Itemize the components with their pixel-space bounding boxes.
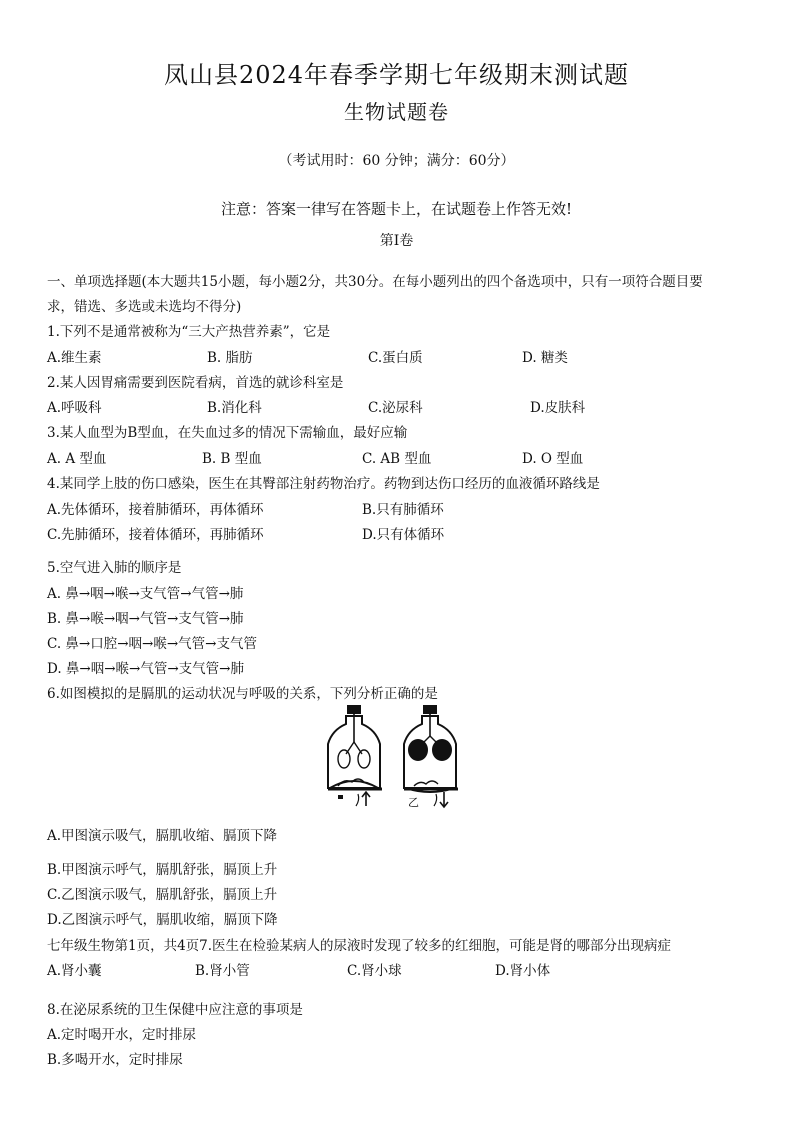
section-instructions-line1: 一、单项选择题(本大题共15小题，每小题2分，共30分。在每小题列出的四个备选项中，只有一项符合题目要 xyxy=(47,274,703,290)
q2-stem: 2.某人因胃痛需要到医院看病，首选的就诊科室是 xyxy=(47,375,344,391)
q4-option-d: D.只有体循环 xyxy=(362,527,445,543)
q1-stem: 1.下列不是通常被称为“三大产热营养素”，它是 xyxy=(47,324,331,340)
q6-option-d: D.乙图演示呼气，膈肌收缩，膈顶下降 xyxy=(47,912,278,928)
q7-option-a: A.肾小囊 xyxy=(47,963,102,979)
q3-option-b: B. B 型血 xyxy=(202,451,262,467)
q6-option-b: B.甲图演示呼气，膈肌舒张，膈顶上升 xyxy=(47,862,278,878)
left-label-mark xyxy=(338,795,343,799)
q5-option-d: D. 鼻→咽→喉→气管→支气管→肺 xyxy=(47,661,244,677)
section-instructions-line2: 求，错选、多选或未选均不得分) xyxy=(47,299,242,315)
q1-option-a: A.维生素 xyxy=(47,350,102,366)
bell-jar-diagram xyxy=(320,702,470,812)
q2-option-c: C.泌尿科 xyxy=(368,400,423,416)
q7-option-c: C.肾小球 xyxy=(347,963,402,979)
q6-stem: 6.如图模拟的是膈肌的运动状况与呼吸的关系，下列分析正确的是 xyxy=(47,686,438,702)
q8-stem: 8.在泌尿系统的卫生保健中应注意的事项是 xyxy=(47,1002,303,1018)
q2-option-d: D.皮肤科 xyxy=(530,400,586,416)
arrow-down-icon xyxy=(434,792,448,807)
q4-option-a: A.先体循环，接着肺循环，再体循环 xyxy=(47,502,264,518)
q5-option-b: B. 鼻→喉→咽→气管→支气管→肺 xyxy=(47,611,244,627)
exam-info: （考试用时：60 分钟；满分：60分） xyxy=(278,153,515,169)
q2-option-a: A.呼吸科 xyxy=(47,400,102,416)
arrow-up-icon xyxy=(356,792,370,806)
q7-option-d: D.肾小体 xyxy=(495,963,551,979)
q8-option-a: A.定时喝开水，定时排尿 xyxy=(47,1027,197,1043)
figure-label-right: 乙 xyxy=(408,796,419,809)
q8-option-b: B.多喝开水，定时排尿 xyxy=(47,1052,183,1068)
q7-stem: 七年级生物第1页，共4页7.医生在检验某病人的尿液时发现了较多的红细胞，可能是肾的哪部分出现病症 xyxy=(47,938,672,954)
q1-option-c: C.蛋白质 xyxy=(368,350,423,366)
q3-stem: 3.某人血型为B型血，在失血过多的情况下需输血，最好应输 xyxy=(47,425,408,441)
q5-option-a: A. 鼻→咽→喉→支气管→气管→肺 xyxy=(47,586,244,602)
q4-option-c: C.先肺循环，接着体循环，再肺循环 xyxy=(47,527,264,543)
bell-jar-right xyxy=(404,706,458,792)
exam-title: 凤山县2024年春季学期七年级期末测试题 xyxy=(163,61,630,89)
q3-option-d: D. O 型血 xyxy=(522,451,584,467)
volume-label: 第Ⅰ卷 xyxy=(379,233,414,249)
q5-stem: 5.空气进入肺的顺序是 xyxy=(47,560,182,576)
diaphragm-model-figure xyxy=(320,702,470,812)
q1-option-b: B. 脂肪 xyxy=(207,350,253,366)
q4-stem: 4.某同学上肢的伤口感染，医生在其臀部注射药物治疗。药物到达伤口经历的血液循环路线是 xyxy=(47,476,600,492)
q6-option-c: C.乙图演示吸气，膈肌舒张，膈顶上升 xyxy=(47,887,278,903)
q5-option-c: C. 鼻→口腔→咽→喉→气管→支气管 xyxy=(47,636,257,652)
q7-option-b: B.肾小管 xyxy=(195,963,250,979)
notice: 注意：答案一律写在答题卡上，在试题卷上作答无效! xyxy=(220,200,573,218)
q2-option-b: B.消化科 xyxy=(207,400,262,416)
bell-jar-left xyxy=(328,706,382,789)
exam-subtitle: 生物试题卷 xyxy=(344,100,449,124)
q6-option-a: A.甲图演示吸气，膈肌收缩、膈顶下降 xyxy=(47,828,278,844)
q4-option-b: B.只有肺循环 xyxy=(362,502,444,518)
q1-option-d: D. 糖类 xyxy=(522,350,568,366)
q3-option-c: C. AB 型血 xyxy=(362,451,432,467)
q3-option-a: A. A 型血 xyxy=(47,451,107,467)
